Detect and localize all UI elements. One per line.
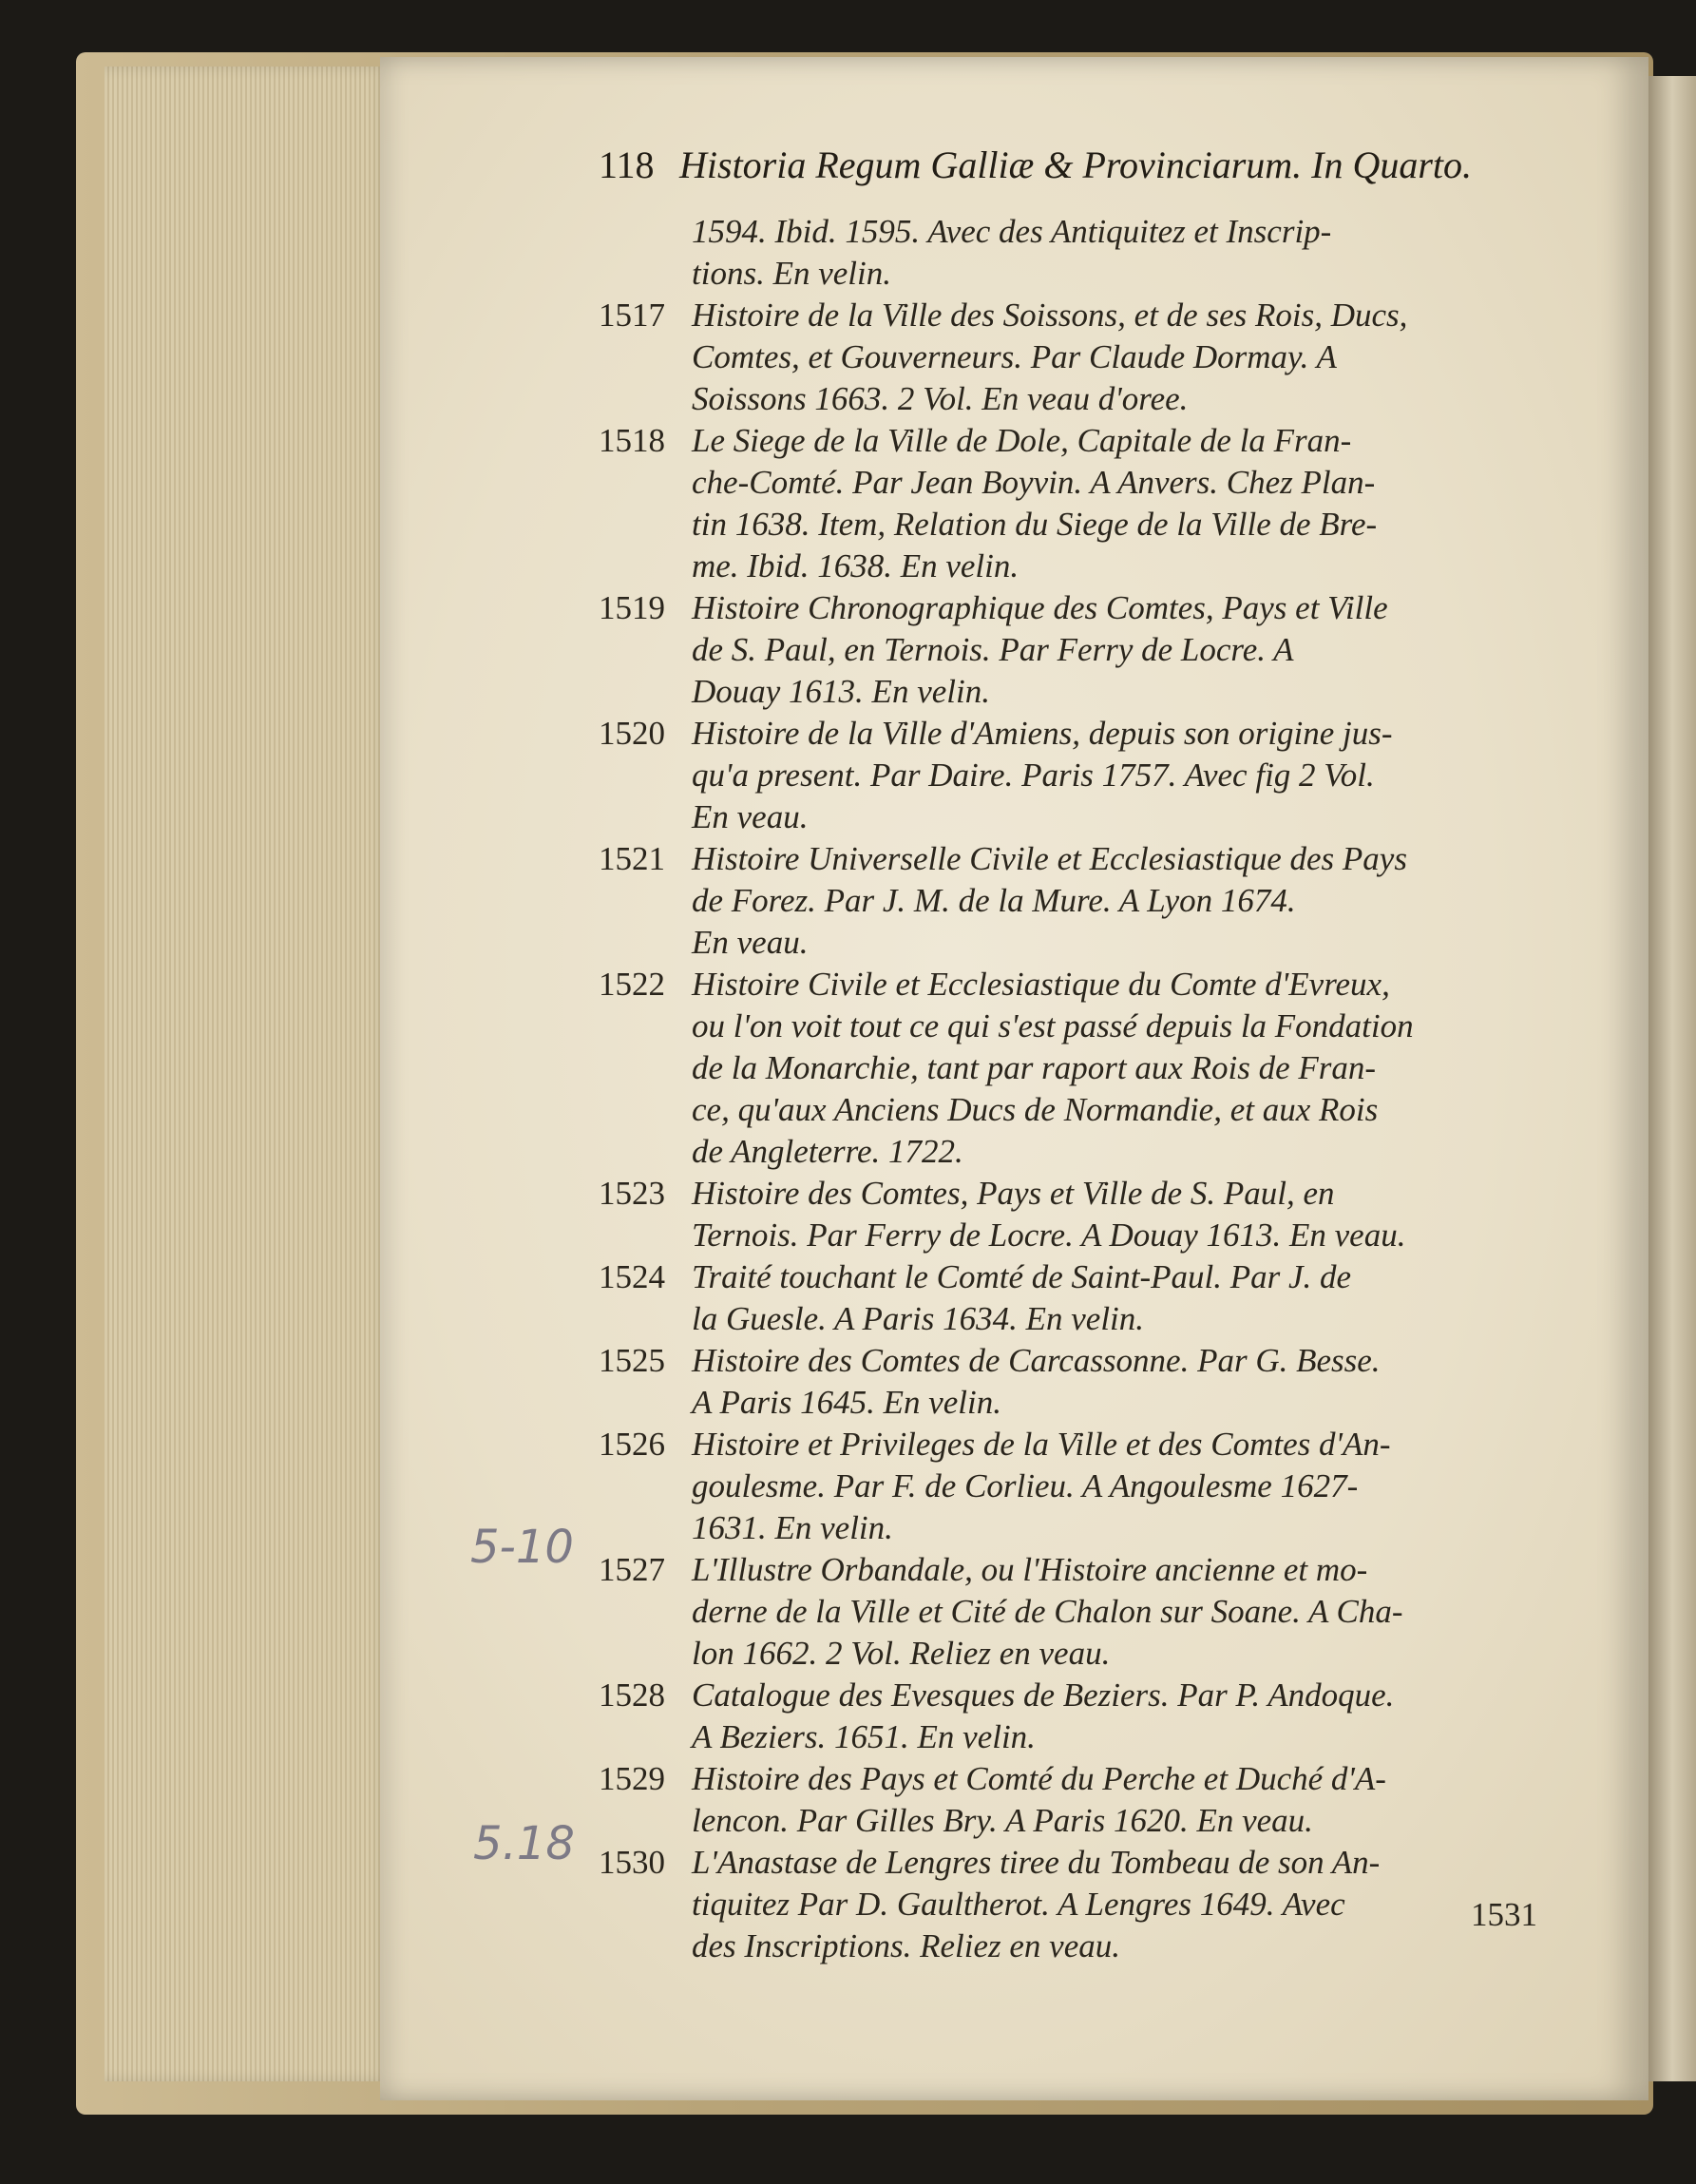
entry-text: L'Anastase de Lengres tiree du Tombeau de son An- tiquitez Par D. Gaultherot. A Lengres 1649. Avec des Inscriptions. Reliez en veau. [692, 1844, 1381, 1964]
entry-text: Histoire de la Ville d'Amiens, depuis son origine jus- qu'a present. Par Daire. Paris 1757. Avec fig 2 Vol. En veau. [692, 715, 1393, 835]
entry-number: 1526 [599, 1426, 665, 1463]
catalogue-entry [599, 964, 1568, 1173]
entry-number: 1530 [599, 1844, 665, 1881]
catalogue-entry [599, 295, 1568, 420]
entry-text: Histoire Chronographique des Comtes, Pays et Ville de S. Paul, en Ternois. Par Ferry de Locre. A Douay 1613. En velin. [692, 589, 1388, 710]
entry-text: 1594. Ibid. 1595. Avec des Antiquitez et Inscrip- tions. En velin. [692, 213, 1332, 292]
catalogue-entry [599, 1173, 1568, 1256]
entry-number: 1520 [599, 715, 665, 752]
entry-number: 1525 [599, 1342, 665, 1379]
entry-text: L'Illustre Orbandale, ou l'Histoire ancienne et mo- derne de la Ville et Cité de Chalon sur Soane. A Cha- lon 1662. 2 Vol. Reliez en veau. [692, 1551, 1403, 1672]
entry-number: 1519 [599, 589, 665, 626]
page-number: 118 [599, 144, 655, 186]
catalogue-entry [599, 1340, 1568, 1424]
entry-number: 1523 [599, 1175, 665, 1212]
entry-text: Histoire des Pays et Comté du Perche et Duché d'A- lencon. Par Gilles Bry. A Paris 1620. En veau. [692, 1760, 1386, 1839]
catalogue-entry [599, 1758, 1568, 1842]
catalogue-entry [599, 838, 1568, 964]
entry-text: Histoire des Comtes de Carcassonne. Par G. Besse. A Paris 1645. En velin. [692, 1342, 1381, 1421]
catalogue-entry [599, 1842, 1568, 1967]
catalogue-entry [599, 211, 1568, 295]
running-header [599, 143, 1549, 200]
running-title: Historia Regum Galliæ & Provinciarum. In Quarto. [679, 144, 1473, 186]
entry-text: Catalogue des Evesques de Beziers. Par P. Andoque. A Beziers. 1651. En velin. [692, 1676, 1395, 1755]
entry-text: Traité touchant le Comté de Saint-Paul. Par J. de la Guesle. A Paris 1634. En velin. [692, 1258, 1352, 1337]
entry-text: Le Siege de la Ville de Dole, Capitale de la Fran- che-Comté. Par Jean Boyvin. A Anvers. Chez Plan- tin 1638. Item, Relation du Siege de la Ville de Bre- me. Ibid. 1638. En velin. [692, 422, 1378, 584]
catalogue-entry [599, 1549, 1568, 1675]
catalogue-entry [599, 1675, 1568, 1758]
manuscript-note: 5-10 [470, 1521, 574, 1574]
catalogue-entries [599, 211, 1568, 1967]
entry-text: Histoire Civile et Ecclesiastique du Comte d'Evreux, ou l'on voit tout ce qui s'est passé depuis la Fondation de la Monarchie, tant par raport aux Rois de Fran- ce, qu'aux Anciens Ducs de Normandie, et aux Rois de Angleterre. 1722. [692, 966, 1414, 1170]
entry-text: Histoire de la Ville des Soissons, et de ses Rois, Ducs, Comtes, et Gouverneurs. Par Claude Dormay. A Soissons 1663. 2 Vol. En veau d'oree. [692, 297, 1408, 417]
manuscript-note: 5.18 [473, 1817, 575, 1870]
entry-text: Histoire Universelle Civile et Ecclesiastique des Pays de Forez. Par J. M. de la Mure. A Lyon 1674. En veau. [692, 840, 1407, 961]
catchword: 1531 [1471, 1896, 1537, 1933]
page-block-edge [105, 67, 391, 2081]
entry-number: 1529 [599, 1760, 665, 1797]
entry-number: 1518 [599, 422, 665, 459]
entry-number: 1522 [599, 966, 665, 1003]
entry-text: Histoire des Comtes, Pays et Ville de S. Paul, en Ternois. Par Ferry de Locre. A Douay 1613. En veau. [692, 1175, 1406, 1254]
entry-number: 1527 [599, 1551, 665, 1588]
facing-page-edge [1648, 76, 1696, 2081]
catalogue-entry [599, 420, 1568, 587]
catalogue-entry [599, 587, 1568, 713]
entry-number: 1524 [599, 1258, 665, 1295]
catalogue-entry [599, 1256, 1568, 1340]
catalogue-entry [599, 713, 1568, 838]
entry-number: 1521 [599, 840, 665, 877]
entry-number: 1517 [599, 297, 665, 334]
entry-text: Histoire et Privileges de la Ville et des Comtes d'An- goulesme. Par F. de Corlieu. A Angoulesme 1627- 1631. En velin. [692, 1426, 1391, 1546]
entry-number: 1528 [599, 1676, 665, 1714]
catalogue-entry [599, 1424, 1568, 1549]
